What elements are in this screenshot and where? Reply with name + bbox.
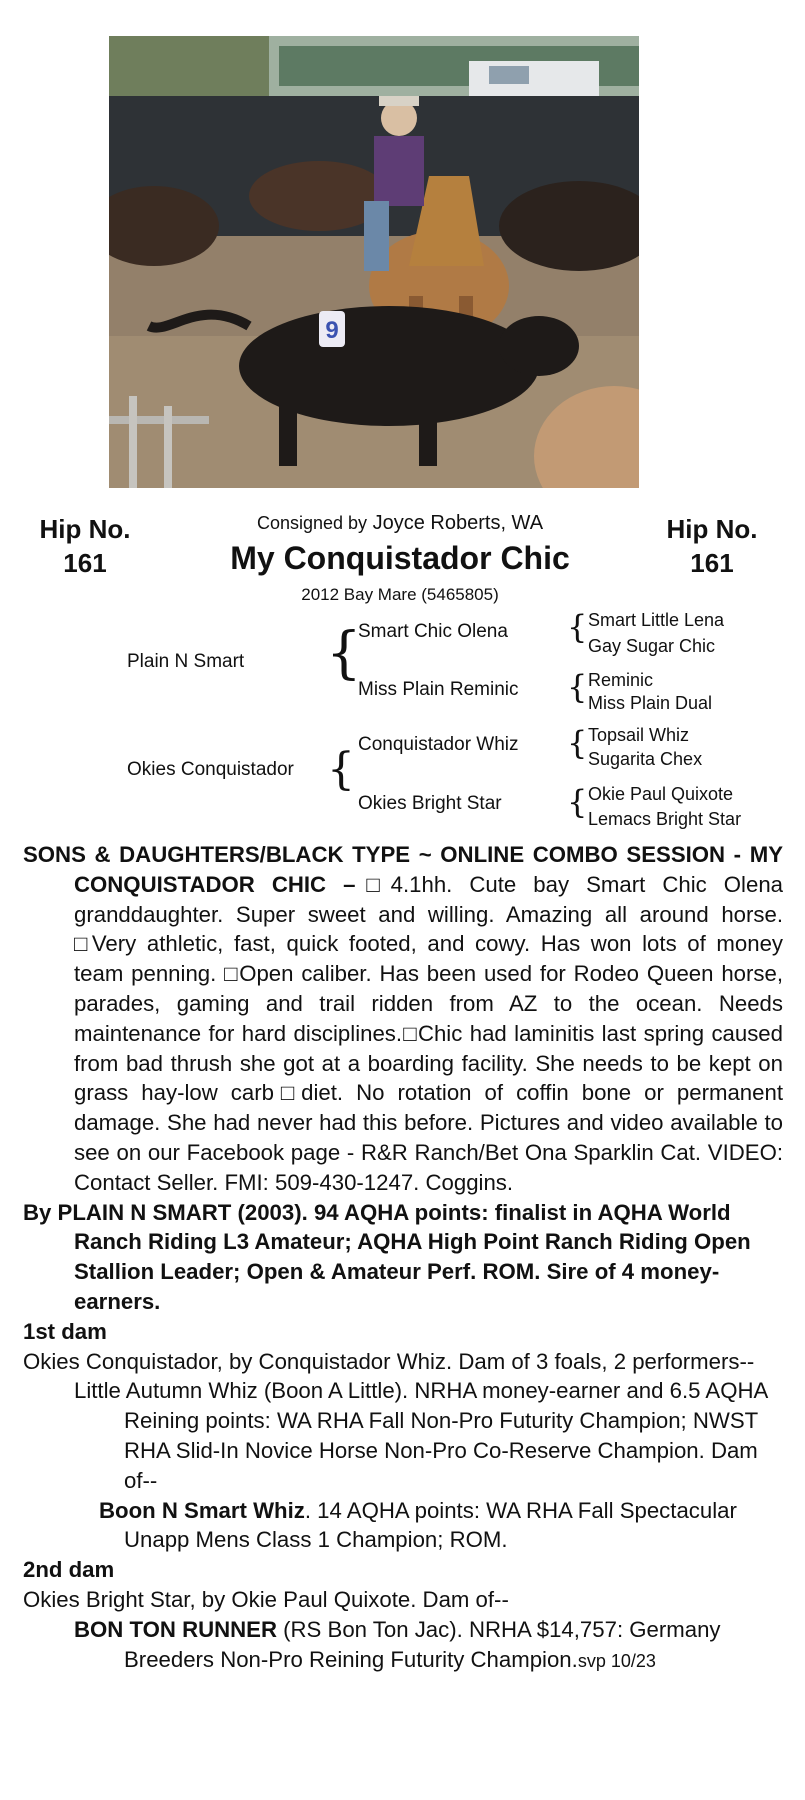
horse-photo (109, 36, 639, 488)
pedigree-sire-sire: Smart Chic Olena (358, 621, 508, 642)
consigned-line (170, 512, 630, 535)
second-dam-foal-name: BON TON RUNNER (74, 1616, 277, 1642)
second-dam-intro: Okies Bright Star, by Okie Paul Quixote. Dam of-- (23, 1586, 509, 1612)
first-dam-grandfoal (23, 1496, 783, 1556)
consigned-prefix: Consigned by (256, 513, 368, 533)
horse-name-title: My Conquistador Chic (230, 540, 570, 576)
pedigree-dam-sire: Conquistador Whiz (358, 734, 519, 755)
hip-number-left (10, 512, 160, 580)
second-dam-foal-record: (RS Bon Ton Jac). NRHA $14,757: Germany Breeders Non-Pro Reining Futurity Champion. (124, 1616, 721, 1672)
pedigree-brace: { (567, 724, 588, 762)
photo-scene (109, 36, 639, 488)
pedigree-dam-dam-sire: Okie Paul Quixote (588, 784, 734, 804)
birth-info: 2012 Bay Mare (5465805) (301, 585, 499, 604)
pedigree-brace: { (567, 668, 588, 706)
first-dam-heading: 1st dam (23, 1318, 107, 1344)
hip-label: Hip No. (666, 514, 758, 544)
description-body: □4.1hh. Cute bay Smart Chic Olena granddaughter. Super sweet and willing. Amazing all around horse. □Very athletic, fast, quick footed, and cowy. Has won lots of money team penning. □Open caliber. Has been used for Rodeo Queen horse, parades, gaming and trail ridden from AZ to the ocean. Needs maintenance for hard disciplines.□Chic had laminitis last spring caused from bad thrush she got at a boarding facility. She needs to be kept on grass hay-low carb□diet. No rotation of coffin bone or permanent damage. She had never had this before. Pictures and video available to see on our Facebook page - R&R Ranch/Bet Ona Sparklin Cat. VIDEO: Contact Seller. FMI: 509-430-1247. Coggins. (74, 871, 783, 1195)
pedigree-dam-sire-sire: Topsail Whiz (588, 725, 690, 745)
second-dam-heading: 2nd dam (23, 1557, 115, 1583)
pedigree-dam-sire-dam: Sugarita Chex (588, 749, 703, 769)
pedigree-sire-dam-dam: Miss Plain Dual (588, 693, 713, 713)
sire-info: By PLAIN N SMART (2003). 94 AQHA points: finalist in AQHA World Ranch Riding L3 Amateur; AQHA High Point Ranch Riding Open Stallion Leader; Open & Amateur Perf. ROM. Sire of 4 money-earners. (23, 1199, 751, 1314)
pedigree-dam-dam: Okies Bright Star (358, 793, 502, 814)
hip-number: 161 (63, 548, 107, 578)
footnote: svp 10/23 (577, 1650, 656, 1671)
pedigree-brace: { (326, 621, 362, 686)
hip-label: Hip No. (39, 514, 131, 544)
hip-number-right (637, 512, 787, 580)
pedigree-sire: Plain N Smart (127, 651, 245, 672)
second-dam-foal (23, 1615, 783, 1677)
description-lead: SONS & DAUGHTERS/BLACK TYPE ~ ONLINE COMBO SESSION - MY CONQUISTADOR CHIC – (23, 842, 783, 897)
catalog-text (23, 840, 783, 1676)
pedigree-sire-dam-sire: Reminic (588, 670, 654, 690)
first-dam-intro: Okies Conquistador, by Conquistador Whiz. Dam of 3 foals, 2 performers-- (23, 1348, 755, 1374)
pedigree-dam: Okies Conquistador (127, 759, 294, 780)
first-dam-foal: Little Autumn Whiz (Boon A Little). NRHA money-earner and 6.5 AQHA Reining points: WA RHA Fall Non-Pro Futurity Champion; NWST RHA Slid-In Novice Horse Non-Pro Co-Reserve Champion. Dam of-- (74, 1378, 768, 1493)
pedigree-sire-dam: Miss Plain Reminic (358, 679, 519, 700)
grandfoal-name: Boon N Smart Whiz (99, 1497, 305, 1523)
grandfoal-record: . 14 AQHA points: WA RHA Fall Spectacular Unapp Mens Class 1 Champion; ROM. (124, 1497, 737, 1553)
pedigree-dam-dam-dam: Lemacs Bright Star (588, 809, 742, 829)
pedigree-brace: { (567, 783, 588, 821)
consignor-name: Joyce Roberts, WA (372, 512, 544, 534)
calf-number-text: 9 (325, 317, 339, 344)
hip-number: 161 (690, 548, 734, 578)
pedigree-sire-sire-sire: Smart Little Lena (588, 610, 725, 630)
pedigree-brace: { (567, 608, 588, 646)
pedigree-brace: { (327, 744, 355, 795)
pedigree-sire-sire-dam: Gay Sugar Chic (588, 636, 716, 656)
description-paragraph (23, 840, 783, 1198)
